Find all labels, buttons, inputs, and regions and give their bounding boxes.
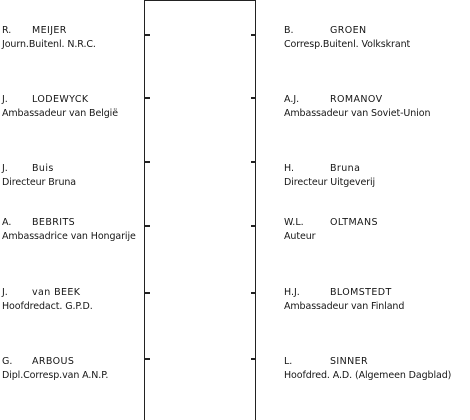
guest-surname: Bruna <box>330 163 361 174</box>
guest-surname: van BEEK <box>32 287 81 298</box>
guest-initials: J. <box>2 287 8 298</box>
dinner-table <box>144 0 256 420</box>
guest-initials: J. <box>2 163 8 174</box>
guest-description: Auteur <box>284 231 316 242</box>
guest-initials: A. <box>2 217 12 228</box>
guest-description: Hoofdred. A.D. (Algemeen Dagblad) <box>284 370 452 381</box>
guest-initials: H.J. <box>284 287 300 298</box>
guest-left-5 <box>2 286 142 314</box>
guest-description: Ambassadeur van Finland <box>284 301 405 312</box>
seat-marker-left-3 <box>145 161 150 163</box>
guest-description: Directeur Uitgeverij <box>284 177 376 188</box>
seat-marker-right-3 <box>251 161 256 163</box>
guest-initials: A.J. <box>284 94 300 105</box>
guest-surname: ARBOUS <box>32 356 75 367</box>
guest-right-6 <box>284 355 468 383</box>
guest-initials: G. <box>2 356 13 367</box>
guest-surname: SINNER <box>330 356 369 367</box>
guest-initials: H. <box>284 163 294 174</box>
seat-marker-left-1 <box>145 34 150 36</box>
guest-description: Journ.Buitenl. N.R.C. <box>2 39 96 50</box>
seat-marker-left-2 <box>145 97 150 99</box>
seat-marker-left-6 <box>145 358 150 360</box>
guest-description: Ambassadeur van Soviet-Union <box>284 108 431 119</box>
seat-marker-right-6 <box>251 358 256 360</box>
guest-surname: ROMANOV <box>330 94 383 105</box>
guest-initials: B. <box>284 25 294 36</box>
guest-surname: LODEWYCK <box>32 94 89 105</box>
guest-surname: GROEN <box>330 25 367 36</box>
guest-initials: R. <box>2 25 12 36</box>
guest-left-2 <box>2 93 142 121</box>
guest-description: Ambassadrice van Hongarije <box>2 231 136 242</box>
guest-initials: J. <box>2 94 8 105</box>
guest-description: Dipl.Corresp.van A.N.P. <box>2 370 109 381</box>
seat-marker-right-4 <box>251 225 256 227</box>
guest-description: Hoofdredact. G.P.D. <box>2 301 93 312</box>
guest-left-4 <box>2 216 142 244</box>
guest-right-1 <box>284 24 468 52</box>
guest-right-4 <box>284 216 468 244</box>
guest-initials: W.L. <box>284 217 304 228</box>
guest-surname: Buis <box>32 163 54 174</box>
guest-surname: OLTMANS <box>330 217 378 228</box>
guest-initials: L. <box>284 356 293 367</box>
guest-description: Ambassadeur van België <box>2 108 118 119</box>
guest-surname: BEBRITS <box>32 217 76 228</box>
seat-marker-right-5 <box>251 292 256 294</box>
guest-left-1 <box>2 24 142 52</box>
guest-left-3 <box>2 162 142 190</box>
guest-left-6 <box>2 355 142 383</box>
guest-surname: BLOMSTEDT <box>330 287 392 298</box>
guest-right-2 <box>284 93 468 121</box>
guest-surname: MEIJER <box>32 25 67 36</box>
seat-marker-left-5 <box>145 292 150 294</box>
guest-right-5 <box>284 286 468 314</box>
seat-marker-left-4 <box>145 225 150 227</box>
seat-marker-right-1 <box>251 34 256 36</box>
seat-marker-right-2 <box>251 97 256 99</box>
guest-right-3 <box>284 162 468 190</box>
guest-description: Corresp.Buitenl. Volkskrant <box>284 39 411 50</box>
guest-description: Directeur Bruna <box>2 177 77 188</box>
